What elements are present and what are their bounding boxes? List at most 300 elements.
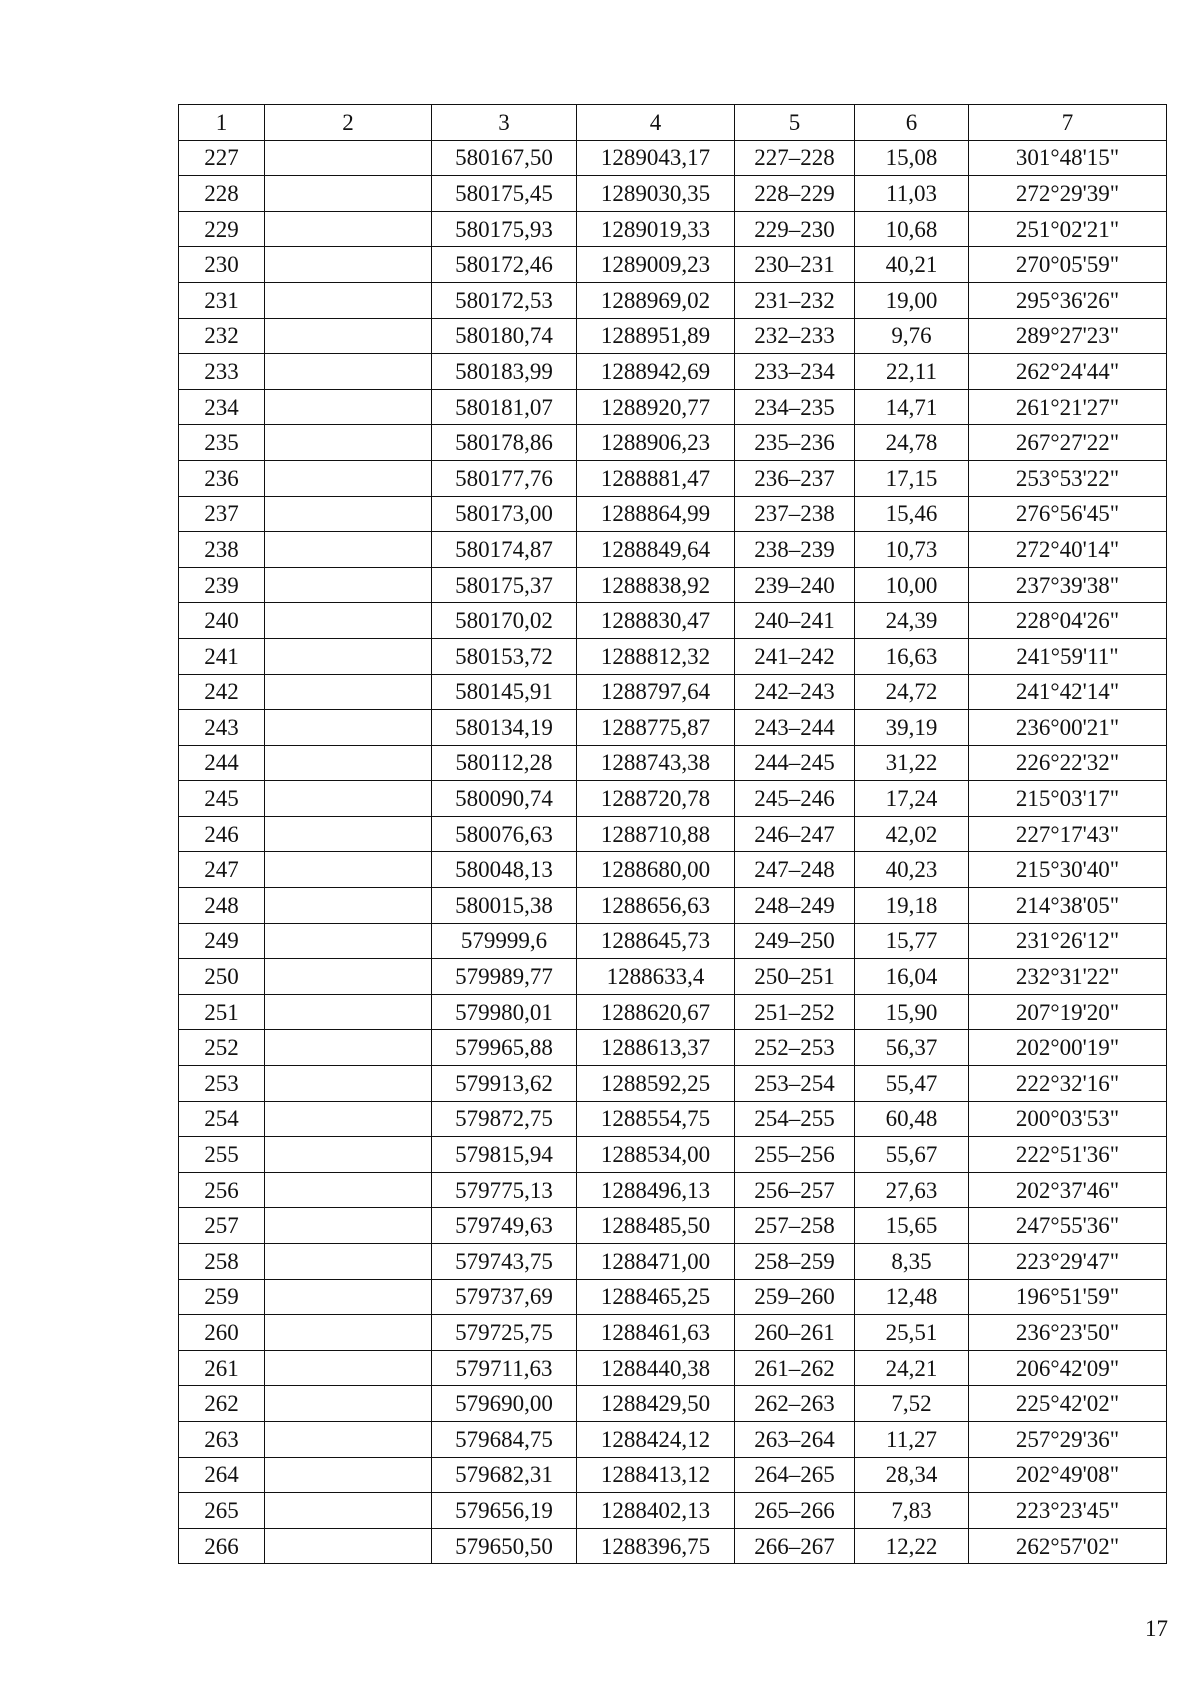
cell-2 — [265, 1030, 432, 1066]
table-body — [179, 140, 1167, 1564]
cell-x-coordinate: 580015,38 — [432, 888, 577, 924]
cell-2 — [265, 425, 432, 461]
table-row — [179, 888, 1167, 924]
table-row — [179, 140, 1167, 176]
cell-y-coordinate: 1288496,13 — [577, 1172, 735, 1208]
cell-point-number: 266 — [179, 1528, 265, 1564]
cell-point-number: 253 — [179, 1066, 265, 1102]
cell-2 — [265, 211, 432, 247]
table-row — [179, 1101, 1167, 1137]
cell-point-number: 259 — [179, 1279, 265, 1315]
cell-x-coordinate: 579872,75 — [432, 1101, 577, 1137]
cell-segment: 243–244 — [735, 710, 855, 746]
cell-bearing: 227°17'43" — [969, 816, 1167, 852]
cell-x-coordinate: 580180,74 — [432, 318, 577, 354]
cell-bearing: 232°31'22" — [969, 959, 1167, 995]
table-row — [179, 532, 1167, 568]
table-row — [179, 603, 1167, 639]
cell-bearing: 262°57'02" — [969, 1528, 1167, 1564]
cell-length: 55,47 — [855, 1066, 969, 1102]
table-row — [179, 710, 1167, 746]
cell-point-number: 236 — [179, 460, 265, 496]
cell-y-coordinate: 1288830,47 — [577, 603, 735, 639]
cell-segment: 253–254 — [735, 1066, 855, 1102]
cell-bearing: 236°00'21" — [969, 710, 1167, 746]
cell-y-coordinate: 1288485,50 — [577, 1208, 735, 1244]
cell-2 — [265, 638, 432, 674]
cell-segment: 249–250 — [735, 923, 855, 959]
cell-x-coordinate: 580174,87 — [432, 532, 577, 568]
cell-length: 16,63 — [855, 638, 969, 674]
cell-length: 7,83 — [855, 1493, 969, 1529]
cell-length: 27,63 — [855, 1172, 969, 1208]
table-row — [179, 389, 1167, 425]
cell-bearing: 196°51'59" — [969, 1279, 1167, 1315]
table-row — [179, 816, 1167, 852]
cell-bearing: 257°29'36" — [969, 1421, 1167, 1457]
cell-length: 24,78 — [855, 425, 969, 461]
cell-length: 11,27 — [855, 1421, 969, 1457]
table-row — [179, 1172, 1167, 1208]
cell-y-coordinate: 1289009,23 — [577, 247, 735, 283]
table-row — [179, 425, 1167, 461]
cell-x-coordinate: 580183,99 — [432, 354, 577, 390]
cell-segment: 258–259 — [735, 1244, 855, 1280]
cell-point-number: 256 — [179, 1172, 265, 1208]
page-number: 17 — [1145, 1616, 1168, 1641]
cell-segment: 264–265 — [735, 1457, 855, 1493]
table-row — [179, 1244, 1167, 1280]
table-row — [179, 781, 1167, 817]
cell-segment: 263–264 — [735, 1421, 855, 1457]
table-row — [179, 1315, 1167, 1351]
cell-length: 42,02 — [855, 816, 969, 852]
cell-segment: 250–251 — [735, 959, 855, 995]
table-row — [179, 1208, 1167, 1244]
table-row — [179, 923, 1167, 959]
cell-bearing: 228°04'26" — [969, 603, 1167, 639]
cell-length: 39,19 — [855, 710, 969, 746]
cell-y-coordinate: 1288613,37 — [577, 1030, 735, 1066]
cell-bearing: 215°30'40" — [969, 852, 1167, 888]
cell-y-coordinate: 1288838,92 — [577, 567, 735, 603]
cell-x-coordinate: 579682,31 — [432, 1457, 577, 1493]
table-row — [179, 176, 1167, 212]
cell-segment: 227–228 — [735, 140, 855, 176]
cell-segment: 261–262 — [735, 1350, 855, 1386]
cell-x-coordinate: 580175,37 — [432, 567, 577, 603]
cell-bearing: 237°39'38" — [969, 567, 1167, 603]
cell-2 — [265, 1350, 432, 1386]
coordinates-table — [178, 104, 1167, 1564]
cell-segment: 257–258 — [735, 1208, 855, 1244]
cell-point-number: 249 — [179, 923, 265, 959]
cell-y-coordinate: 1288413,12 — [577, 1457, 735, 1493]
cell-point-number: 247 — [179, 852, 265, 888]
header-cell-bearing: 7 — [969, 105, 1167, 141]
cell-segment: 255–256 — [735, 1137, 855, 1173]
cell-point-number: 243 — [179, 710, 265, 746]
cell-point-number: 229 — [179, 211, 265, 247]
cell-point-number: 237 — [179, 496, 265, 532]
cell-length: 40,21 — [855, 247, 969, 283]
cell-x-coordinate: 580172,53 — [432, 282, 577, 318]
cell-y-coordinate: 1288942,69 — [577, 354, 735, 390]
cell-x-coordinate: 580172,46 — [432, 247, 577, 283]
cell-length: 10,73 — [855, 532, 969, 568]
cell-x-coordinate: 580178,86 — [432, 425, 577, 461]
cell-2 — [265, 1457, 432, 1493]
cell-y-coordinate: 1288881,47 — [577, 460, 735, 496]
cell-2 — [265, 460, 432, 496]
cell-2 — [265, 745, 432, 781]
cell-bearing: 261°21'27" — [969, 389, 1167, 425]
header-cell-y-coordinate: 4 — [577, 105, 735, 141]
cell-x-coordinate: 580175,93 — [432, 211, 577, 247]
cell-2 — [265, 354, 432, 390]
cell-segment: 235–236 — [735, 425, 855, 461]
cell-2 — [265, 389, 432, 425]
cell-2 — [265, 1066, 432, 1102]
cell-segment: 265–266 — [735, 1493, 855, 1529]
cell-x-coordinate: 580173,00 — [432, 496, 577, 532]
cell-point-number: 260 — [179, 1315, 265, 1351]
cell-length: 25,51 — [855, 1315, 969, 1351]
table-row — [179, 496, 1167, 532]
cell-segment: 228–229 — [735, 176, 855, 212]
cell-point-number: 252 — [179, 1030, 265, 1066]
cell-point-number: 230 — [179, 247, 265, 283]
header-cell-length: 6 — [855, 105, 969, 141]
cell-point-number: 263 — [179, 1421, 265, 1457]
cell-bearing: 223°29'47" — [969, 1244, 1167, 1280]
cell-x-coordinate: 579656,19 — [432, 1493, 577, 1529]
cell-y-coordinate: 1288471,00 — [577, 1244, 735, 1280]
cell-length: 15,77 — [855, 923, 969, 959]
table-row — [179, 354, 1167, 390]
cell-length: 19,00 — [855, 282, 969, 318]
cell-point-number: 239 — [179, 567, 265, 603]
cell-2 — [265, 923, 432, 959]
cell-y-coordinate: 1288680,00 — [577, 852, 735, 888]
cell-x-coordinate: 579725,75 — [432, 1315, 577, 1351]
table-row — [179, 674, 1167, 710]
cell-y-coordinate: 1288402,13 — [577, 1493, 735, 1529]
cell-point-number: 231 — [179, 282, 265, 318]
cell-point-number: 240 — [179, 603, 265, 639]
cell-segment: 233–234 — [735, 354, 855, 390]
cell-segment: 241–242 — [735, 638, 855, 674]
cell-2 — [265, 603, 432, 639]
cell-x-coordinate: 580175,45 — [432, 176, 577, 212]
cell-2 — [265, 1137, 432, 1173]
cell-length: 24,21 — [855, 1350, 969, 1386]
cell-segment: 247–248 — [735, 852, 855, 888]
cell-segment: 234–235 — [735, 389, 855, 425]
cell-2 — [265, 888, 432, 924]
table-row — [179, 1457, 1167, 1493]
cell-2 — [265, 1244, 432, 1280]
cell-bearing: 247°55'36" — [969, 1208, 1167, 1244]
cell-point-number: 232 — [179, 318, 265, 354]
cell-length: 16,04 — [855, 959, 969, 995]
cell-2 — [265, 710, 432, 746]
cell-segment: 229–230 — [735, 211, 855, 247]
cell-2 — [265, 1101, 432, 1137]
cell-segment: 245–246 — [735, 781, 855, 817]
cell-length: 31,22 — [855, 745, 969, 781]
cell-x-coordinate: 579743,75 — [432, 1244, 577, 1280]
header-cell-segment: 5 — [735, 105, 855, 141]
cell-y-coordinate: 1288812,32 — [577, 638, 735, 674]
table-row — [179, 318, 1167, 354]
cell-point-number: 238 — [179, 532, 265, 568]
cell-length: 8,35 — [855, 1244, 969, 1280]
cell-length: 40,23 — [855, 852, 969, 888]
cell-x-coordinate: 580076,63 — [432, 816, 577, 852]
table-row — [179, 1350, 1167, 1386]
table-row — [179, 1066, 1167, 1102]
cell-segment: 240–241 — [735, 603, 855, 639]
cell-x-coordinate: 580112,28 — [432, 745, 577, 781]
cell-bearing: 289°27'23" — [969, 318, 1167, 354]
header-cell-point-number: 1 — [179, 105, 265, 141]
cell-y-coordinate: 1288969,02 — [577, 282, 735, 318]
cell-y-coordinate: 1288743,38 — [577, 745, 735, 781]
cell-bearing: 236°23'50" — [969, 1315, 1167, 1351]
cell-2 — [265, 567, 432, 603]
cell-bearing: 200°03'53" — [969, 1101, 1167, 1137]
cell-2 — [265, 1493, 432, 1529]
cell-segment: 256–257 — [735, 1172, 855, 1208]
cell-segment: 251–252 — [735, 994, 855, 1030]
cell-y-coordinate: 1288849,64 — [577, 532, 735, 568]
cell-bearing: 270°05'59" — [969, 247, 1167, 283]
cell-x-coordinate: 579684,75 — [432, 1421, 577, 1457]
cell-2 — [265, 282, 432, 318]
cell-y-coordinate: 1288465,25 — [577, 1279, 735, 1315]
cell-x-coordinate: 579999,6 — [432, 923, 577, 959]
cell-2 — [265, 1386, 432, 1422]
table-row — [179, 460, 1167, 496]
cell-segment: 262–263 — [735, 1386, 855, 1422]
cell-bearing: 276°56'45" — [969, 496, 1167, 532]
cell-segment: 231–232 — [735, 282, 855, 318]
cell-x-coordinate: 579815,94 — [432, 1137, 577, 1173]
cell-length: 12,48 — [855, 1279, 969, 1315]
cell-bearing: 267°27'22" — [969, 425, 1167, 461]
cell-x-coordinate: 579913,62 — [432, 1066, 577, 1102]
cell-length: 11,03 — [855, 176, 969, 212]
cell-x-coordinate: 580167,50 — [432, 140, 577, 176]
cell-segment: 248–249 — [735, 888, 855, 924]
cell-2 — [265, 1172, 432, 1208]
cell-point-number: 233 — [179, 354, 265, 390]
cell-point-number: 264 — [179, 1457, 265, 1493]
cell-length: 15,08 — [855, 140, 969, 176]
cell-y-coordinate: 1288429,50 — [577, 1386, 735, 1422]
cell-length: 15,65 — [855, 1208, 969, 1244]
cell-segment: 230–231 — [735, 247, 855, 283]
cell-bearing: 251°02'21" — [969, 211, 1167, 247]
cell-length: 60,48 — [855, 1101, 969, 1137]
cell-bearing: 206°42'09" — [969, 1350, 1167, 1386]
cell-length: 12,22 — [855, 1528, 969, 1564]
cell-bearing: 272°29'39" — [969, 176, 1167, 212]
cell-bearing: 202°49'08" — [969, 1457, 1167, 1493]
cell-x-coordinate: 580090,74 — [432, 781, 577, 817]
cell-y-coordinate: 1288906,23 — [577, 425, 735, 461]
table-row — [179, 852, 1167, 888]
cell-bearing: 222°51'36" — [969, 1137, 1167, 1173]
cell-length: 19,18 — [855, 888, 969, 924]
cell-length: 17,24 — [855, 781, 969, 817]
table-row — [179, 1528, 1167, 1564]
cell-length: 24,39 — [855, 603, 969, 639]
cell-point-number: 227 — [179, 140, 265, 176]
cell-length: 10,68 — [855, 211, 969, 247]
cell-point-number: 251 — [179, 994, 265, 1030]
cell-bearing: 202°00'19" — [969, 1030, 1167, 1066]
cell-2 — [265, 140, 432, 176]
cell-length: 7,52 — [855, 1386, 969, 1422]
cell-x-coordinate: 580170,02 — [432, 603, 577, 639]
cell-y-coordinate: 1288620,67 — [577, 994, 735, 1030]
table-row — [179, 1030, 1167, 1066]
cell-bearing: 231°26'12" — [969, 923, 1167, 959]
cell-point-number: 258 — [179, 1244, 265, 1280]
cell-y-coordinate: 1288710,88 — [577, 816, 735, 852]
cell-bearing: 223°23'45" — [969, 1493, 1167, 1529]
cell-length: 24,72 — [855, 674, 969, 710]
cell-bearing: 262°24'44" — [969, 354, 1167, 390]
table-row — [179, 1386, 1167, 1422]
cell-2 — [265, 532, 432, 568]
cell-length: 28,34 — [855, 1457, 969, 1493]
cell-y-coordinate: 1288775,87 — [577, 710, 735, 746]
cell-point-number: 254 — [179, 1101, 265, 1137]
cell-point-number: 246 — [179, 816, 265, 852]
cell-segment: 252–253 — [735, 1030, 855, 1066]
cell-2 — [265, 816, 432, 852]
cell-y-coordinate: 1288656,63 — [577, 888, 735, 924]
header-cell-x-coordinate: 3 — [432, 105, 577, 141]
cell-length: 15,90 — [855, 994, 969, 1030]
cell-length: 55,67 — [855, 1137, 969, 1173]
cell-x-coordinate: 579711,63 — [432, 1350, 577, 1386]
cell-segment: 246–247 — [735, 816, 855, 852]
cell-point-number: 265 — [179, 1493, 265, 1529]
cell-segment: 232–233 — [735, 318, 855, 354]
cell-segment: 238–239 — [735, 532, 855, 568]
table-row — [179, 1421, 1167, 1457]
cell-point-number: 244 — [179, 745, 265, 781]
cell-y-coordinate: 1289019,33 — [577, 211, 735, 247]
cell-y-coordinate: 1289030,35 — [577, 176, 735, 212]
cell-2 — [265, 781, 432, 817]
cell-2 — [265, 176, 432, 212]
cell-segment: 254–255 — [735, 1101, 855, 1137]
cell-2 — [265, 496, 432, 532]
table-row — [179, 1493, 1167, 1529]
cell-2 — [265, 674, 432, 710]
cell-length: 14,71 — [855, 389, 969, 425]
header-row — [179, 105, 1167, 141]
cell-x-coordinate: 579989,77 — [432, 959, 577, 995]
cell-point-number: 248 — [179, 888, 265, 924]
cell-bearing: 215°03'17" — [969, 781, 1167, 817]
cell-x-coordinate: 579775,13 — [432, 1172, 577, 1208]
cell-bearing: 253°53'22" — [969, 460, 1167, 496]
cell-2 — [265, 1315, 432, 1351]
header-cell-2: 2 — [265, 105, 432, 141]
cell-segment: 237–238 — [735, 496, 855, 532]
cell-bearing: 222°32'16" — [969, 1066, 1167, 1102]
cell-segment: 236–237 — [735, 460, 855, 496]
cell-x-coordinate: 579980,01 — [432, 994, 577, 1030]
cell-2 — [265, 1279, 432, 1315]
cell-2 — [265, 994, 432, 1030]
cell-x-coordinate: 580145,91 — [432, 674, 577, 710]
cell-bearing: 241°59'11" — [969, 638, 1167, 674]
cell-y-coordinate: 1288554,75 — [577, 1101, 735, 1137]
cell-point-number: 235 — [179, 425, 265, 461]
cell-2 — [265, 959, 432, 995]
cell-bearing: 295°36'26" — [969, 282, 1167, 318]
cell-length: 15,46 — [855, 496, 969, 532]
cell-point-number: 261 — [179, 1350, 265, 1386]
table-row — [179, 959, 1167, 995]
cell-2 — [265, 318, 432, 354]
cell-point-number: 234 — [179, 389, 265, 425]
cell-segment: 244–245 — [735, 745, 855, 781]
cell-2 — [265, 852, 432, 888]
cell-y-coordinate: 1288633,4 — [577, 959, 735, 995]
cell-x-coordinate: 579650,50 — [432, 1528, 577, 1564]
cell-segment: 260–261 — [735, 1315, 855, 1351]
cell-y-coordinate: 1288440,38 — [577, 1350, 735, 1386]
cell-2 — [265, 247, 432, 283]
cell-bearing: 301°48'15" — [969, 140, 1167, 176]
table-row — [179, 567, 1167, 603]
cell-x-coordinate: 580181,07 — [432, 389, 577, 425]
cell-y-coordinate: 1288592,25 — [577, 1066, 735, 1102]
cell-x-coordinate: 579690,00 — [432, 1386, 577, 1422]
cell-length: 17,15 — [855, 460, 969, 496]
cell-y-coordinate: 1288920,77 — [577, 389, 735, 425]
cell-point-number: 228 — [179, 176, 265, 212]
cell-y-coordinate: 1288720,78 — [577, 781, 735, 817]
cell-bearing: 202°37'46" — [969, 1172, 1167, 1208]
cell-y-coordinate: 1288645,73 — [577, 923, 735, 959]
cell-x-coordinate: 579965,88 — [432, 1030, 577, 1066]
table-row — [179, 1137, 1167, 1173]
table-row — [179, 247, 1167, 283]
cell-x-coordinate: 580153,72 — [432, 638, 577, 674]
cell-point-number: 250 — [179, 959, 265, 995]
cell-y-coordinate: 1288864,99 — [577, 496, 735, 532]
cell-y-coordinate: 1288461,63 — [577, 1315, 735, 1351]
cell-y-coordinate: 1288424,12 — [577, 1421, 735, 1457]
cell-bearing: 272°40'14" — [969, 532, 1167, 568]
cell-point-number: 241 — [179, 638, 265, 674]
cell-length: 10,00 — [855, 567, 969, 603]
cell-segment: 239–240 — [735, 567, 855, 603]
cell-y-coordinate: 1289043,17 — [577, 140, 735, 176]
cell-y-coordinate: 1288797,64 — [577, 674, 735, 710]
cell-length: 56,37 — [855, 1030, 969, 1066]
cell-bearing: 241°42'14" — [969, 674, 1167, 710]
